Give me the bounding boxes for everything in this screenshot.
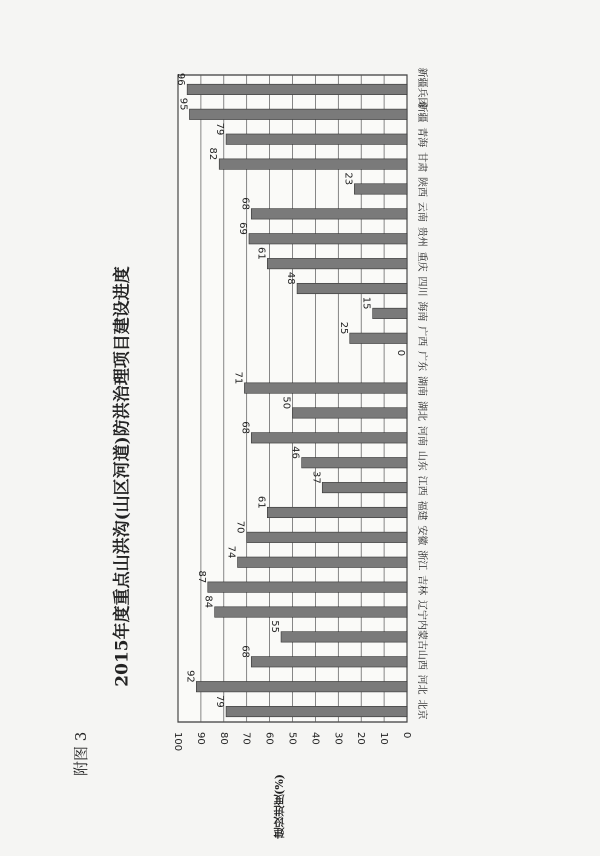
bar [189,109,407,119]
category-label: 湖北 [416,400,427,421]
data-label: 79 [214,694,226,708]
category-label: 安徽 [416,525,427,546]
data-label: 84 [202,595,214,609]
category-label: 内蒙古 [416,619,427,650]
data-label: 87 [195,570,207,584]
y-axis-title: 建设进度(%) [273,774,286,839]
bar [354,184,407,194]
data-label: 37 [310,471,322,484]
category-label: 广西 [416,326,427,347]
category-label: 重庆 [416,251,427,272]
data-label: 74 [225,545,237,559]
category-label: 陕西 [416,176,427,197]
bar [293,408,408,418]
category-label: 甘肃 [416,152,427,173]
data-label: 82 [207,147,219,161]
data-label: 0 [395,349,406,357]
data-label: 68 [239,197,251,211]
y-tick-label: 10 [378,732,390,745]
bar [247,532,407,542]
category-label: 河北 [416,674,427,695]
bar [226,706,407,716]
bar [267,258,407,268]
y-tick-label: 80 [217,732,229,745]
y-tick-label: 50 [286,732,298,745]
data-label: 61 [255,495,267,509]
data-label: 68 [239,421,251,434]
category-label: 新疆兵团 [416,67,427,108]
category-label: 山西 [416,649,427,670]
bar [219,159,407,169]
data-label: 50 [280,396,292,410]
bar [249,234,407,244]
category-label: 山东 [416,450,427,471]
y-tick-label: 60 [263,732,275,745]
data-label: 70 [234,520,246,534]
category-label: 贵州 [416,226,427,247]
bar [215,607,407,617]
category-label: 广东 [416,351,427,372]
category-label: 海南 [416,301,427,322]
category-label: 北京 [416,699,427,720]
bar [322,482,407,492]
data-label: 69 [236,222,248,235]
category-label: 河南 [416,425,427,446]
data-label: 95 [177,97,189,111]
bar [187,84,407,94]
bar [196,681,407,691]
category-label: 四川 [416,276,427,297]
bar [244,383,407,393]
bar [251,433,407,443]
bar [350,333,407,343]
bar [302,457,407,467]
y-tick-label: 90 [194,732,206,745]
data-label: 48 [285,271,297,285]
category-label: 福建 [416,500,427,521]
data-label: 25 [337,321,349,335]
bar [208,582,407,592]
data-label: 68 [239,645,251,658]
chart-title: 2015年度重点山洪沟(山区河道)防洪治理项目建设进度 [112,266,133,687]
bar [251,209,407,219]
bar [373,308,407,318]
data-label: 92 [184,670,196,683]
y-tick-label: 0 [401,732,412,739]
data-label: 46 [289,446,301,459]
bar [281,632,407,642]
category-label: 新疆 [416,102,427,123]
category-label: 浙江 [416,550,427,571]
bar [251,657,407,667]
bar [226,134,407,144]
figure-label: 附图 3 [72,731,90,776]
category-label: 江西 [416,475,427,496]
data-label: 71 [232,371,244,385]
category-label: 吉林 [416,575,427,596]
y-tick-label: 40 [309,732,321,745]
data-label: 23 [342,172,354,186]
bar [267,507,407,517]
category-label: 湖南 [416,376,427,397]
y-tick-label: 30 [332,732,344,745]
y-tick-label: 100 [172,732,183,752]
y-tick-label: 20 [355,732,367,745]
y-tick-label: 70 [240,732,252,745]
data-label: 15 [360,296,372,310]
data-label: 61 [255,247,267,260]
category-label: 辽宁 [416,600,427,621]
data-label: 96 [175,72,187,86]
category-label: 云南 [416,201,427,222]
bar [297,283,407,293]
data-label: 55 [269,620,281,634]
category-label: 青海 [416,127,427,148]
bar [238,557,407,567]
data-label: 79 [214,122,226,136]
